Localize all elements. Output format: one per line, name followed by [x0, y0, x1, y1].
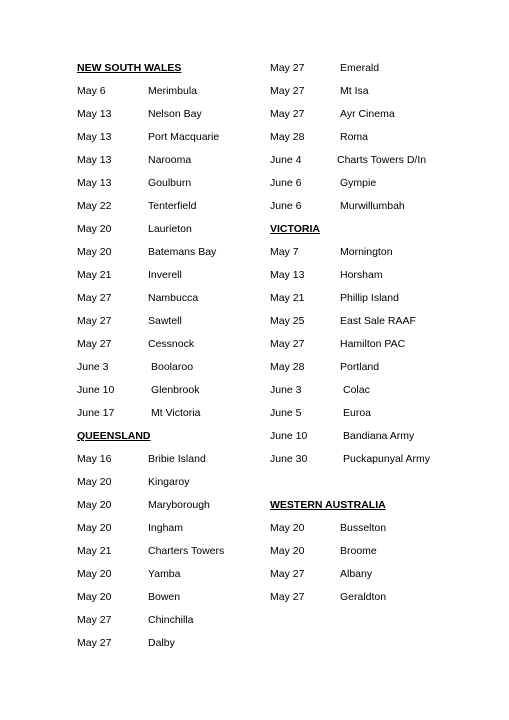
- schedule-entry: [77, 333, 257, 356]
- entry-date: May 28: [270, 361, 305, 373]
- entry-location: Maryborough: [148, 499, 210, 511]
- entry-date: May 27: [77, 315, 112, 327]
- blank-line: [270, 471, 470, 494]
- entry-date: May 20: [77, 499, 112, 511]
- schedule-entry: [77, 356, 257, 379]
- entry-date: May 13: [77, 177, 112, 189]
- entry-date: May 27: [270, 568, 305, 580]
- section-heading-victoria: VICTORIA: [270, 223, 320, 235]
- section-heading-new-south-wales: NEW SOUTH WALES: [77, 62, 182, 74]
- entry-date: May 20: [77, 246, 112, 258]
- schedule-entry: [77, 563, 257, 586]
- entry-date: June 3: [270, 384, 302, 396]
- schedule-entry: [77, 494, 257, 517]
- schedule-entry: [270, 379, 470, 402]
- schedule-entry: [270, 425, 470, 448]
- entry-date: May 27: [77, 292, 112, 304]
- entry-location: Batemans Bay: [148, 246, 217, 258]
- entry-date: May 27: [270, 62, 305, 74]
- schedule-entry: [77, 609, 257, 632]
- entry-date: June 5: [270, 407, 302, 419]
- schedule-entry: [270, 448, 470, 471]
- schedule-entry: [270, 103, 470, 126]
- entry-location: Nambucca: [148, 292, 199, 304]
- entry-location: Yamba: [148, 568, 181, 580]
- entry-location: Busselton: [340, 522, 387, 534]
- schedule-entry: [270, 241, 470, 264]
- schedule-entry: [270, 356, 470, 379]
- entry-date: May 20: [270, 522, 305, 534]
- entry-location: Port Macquarie: [148, 131, 220, 143]
- entry-location: Charts Towers D/In: [337, 154, 427, 166]
- entry-date: May 13: [77, 154, 112, 166]
- entry-date: May 7: [270, 246, 299, 258]
- schedule-entry: [270, 172, 470, 195]
- entry-location: Roma: [340, 131, 369, 143]
- section-heading-queensland: QUEENSLAND: [77, 430, 151, 442]
- schedule-entry: [77, 402, 257, 425]
- schedule-entry: [77, 80, 257, 103]
- entry-date: May 27: [77, 637, 112, 649]
- entry-date: May 20: [77, 522, 112, 534]
- entry-date: May 13: [77, 131, 112, 143]
- schedule-entry: [77, 287, 257, 310]
- entry-date: May 27: [77, 614, 112, 626]
- schedule-entry: [77, 310, 257, 333]
- entry-location: Merimbula: [148, 85, 198, 97]
- entry-date: May 13: [77, 108, 112, 120]
- entry-date: May 22: [77, 200, 112, 212]
- entry-location: Hamilton PAC: [340, 338, 406, 350]
- entry-location: Gympie: [340, 177, 377, 189]
- entry-location: Charters Towers: [148, 545, 225, 557]
- entry-location: Bribie Island: [148, 453, 206, 465]
- schedule-entry: [270, 80, 470, 103]
- schedule-entry: [270, 149, 470, 172]
- entry-date: May 27: [270, 108, 305, 120]
- entry-location: Dalby: [148, 637, 175, 649]
- entry-location: Emerald: [340, 62, 380, 74]
- entry-date: May 25: [270, 315, 305, 327]
- entry-date: May 27: [270, 85, 305, 97]
- schedule-entry: [270, 264, 470, 287]
- entry-date: May 20: [77, 568, 112, 580]
- entry-date: June 10: [270, 430, 308, 442]
- entry-location: Bowen: [148, 591, 181, 603]
- schedule-entry: [77, 379, 257, 402]
- schedule-entry: [77, 149, 257, 172]
- schedule-entry: [77, 241, 257, 264]
- entry-location: Puckapunyal Army: [343, 453, 430, 465]
- schedule-entry: [77, 632, 257, 655]
- entry-date: June 4: [270, 154, 302, 166]
- entry-date: May 21: [77, 269, 112, 281]
- entry-date: June 6: [270, 177, 302, 189]
- entry-date: May 16: [77, 453, 112, 465]
- entry-location: Albany: [340, 568, 373, 580]
- entry-location: Horsham: [340, 269, 383, 281]
- entry-location: Tenterfield: [148, 200, 197, 212]
- entry-location: Inverell: [148, 269, 182, 281]
- schedule-entry: [270, 563, 470, 586]
- schedule-entry: [270, 195, 470, 218]
- entry-location: Phillip Island: [340, 292, 399, 304]
- entry-date: May 20: [77, 591, 112, 603]
- schedule-entry: [270, 310, 470, 333]
- entry-location: Geraldton: [340, 591, 387, 603]
- entry-location: Goulburn: [148, 177, 192, 189]
- entry-location: Kingaroy: [148, 476, 190, 488]
- schedule-column-left: [77, 57, 257, 655]
- entry-location: Euroa: [343, 407, 372, 419]
- schedule-entry: [270, 57, 470, 80]
- schedule-entry: [77, 471, 257, 494]
- entry-location: Glenbrook: [151, 384, 200, 396]
- schedule-entry: [270, 540, 470, 563]
- entry-location: Mornington: [340, 246, 393, 258]
- entry-date: June 30: [270, 453, 308, 465]
- section-heading-western-australia: WESTERN AUSTRALIA: [270, 499, 386, 511]
- schedule-entry: [270, 287, 470, 310]
- entry-location: East Sale RAAF: [340, 315, 416, 327]
- entry-date: May 27: [77, 338, 112, 350]
- entry-location: Colac: [343, 384, 370, 396]
- schedule-entry: [77, 103, 257, 126]
- schedule-entry: [270, 586, 470, 609]
- entry-date: June 3: [77, 361, 109, 373]
- entry-date: May 21: [77, 545, 112, 557]
- entry-location: Mt Isa: [340, 85, 369, 97]
- entry-date: June 6: [270, 200, 302, 212]
- entry-location: Broome: [340, 545, 377, 557]
- entry-location: Mt Victoria: [151, 407, 201, 419]
- entry-location: Cessnock: [148, 338, 195, 350]
- entry-location: Chinchilla: [148, 614, 194, 626]
- schedule-entry: [77, 517, 257, 540]
- entry-date: June 10: [77, 384, 115, 396]
- entry-location: Nelson Bay: [148, 108, 202, 120]
- entry-location: Laurieton: [148, 223, 192, 235]
- schedule-entry: [77, 218, 257, 241]
- entry-location: Murwillumbah: [340, 200, 405, 212]
- entry-date: May 13: [270, 269, 305, 281]
- schedule-column-right: [270, 57, 470, 609]
- entry-date: May 21: [270, 292, 305, 304]
- schedule-entry: [77, 126, 257, 149]
- schedule-entry: [77, 264, 257, 287]
- entry-date: May 27: [270, 338, 305, 350]
- schedule-entry: [270, 517, 470, 540]
- entry-location: Portland: [340, 361, 380, 373]
- schedule-entry: [77, 540, 257, 563]
- entry-location: Ingham: [148, 522, 184, 534]
- entry-location: Boolaroo: [151, 361, 194, 373]
- entry-date: May 20: [270, 545, 305, 557]
- entry-location: Ayr Cinema: [340, 108, 395, 120]
- entry-location: Bandiana Army: [343, 430, 415, 442]
- schedule-entry: [77, 195, 257, 218]
- schedule-entry: [77, 172, 257, 195]
- entry-date: May 6: [77, 85, 106, 97]
- entry-date: May 20: [77, 476, 112, 488]
- entry-location: Narooma: [148, 154, 192, 166]
- schedule-entry: [270, 333, 470, 356]
- schedule-entry: [77, 586, 257, 609]
- schedule-entry: [270, 126, 470, 149]
- entry-date: June 17: [77, 407, 115, 419]
- entry-location: Sawtell: [148, 315, 182, 327]
- entry-date: May 28: [270, 131, 305, 143]
- schedule-entry: [77, 448, 257, 471]
- entry-date: May 27: [270, 591, 305, 603]
- entry-date: May 20: [77, 223, 112, 235]
- schedule-entry: [270, 402, 470, 425]
